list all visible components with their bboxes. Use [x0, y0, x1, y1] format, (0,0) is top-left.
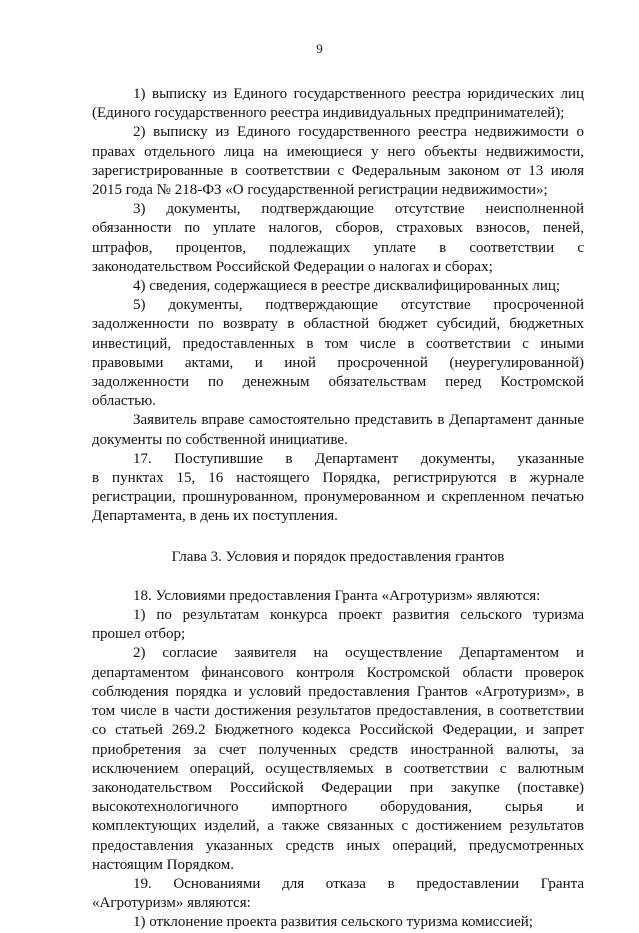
- paragraph: [92, 913, 584, 932]
- text-line: 2) выписку из Единого государственного реестра недвижимости о: [133, 124, 584, 141]
- paragraph: [92, 606, 584, 644]
- text-line: 5) документы, подтверждающие отсутствие просроченной: [133, 297, 584, 314]
- text-line: штрафов, процентов, подлежащих уплате в соответствии с: [92, 239, 584, 256]
- text-line: обязанности по уплате налогов, сборов, страховых взносов, пеней,: [92, 220, 584, 237]
- page-number: 9: [316, 41, 323, 56]
- text-line: высокотехнологичного импортного оборудования, сырья и: [92, 799, 584, 816]
- text-line: областью.: [92, 393, 156, 410]
- text-line: документы по собственной инициативе.: [92, 431, 348, 448]
- text-line: Заявитель вправе самостоятельно представить в Департамент данные: [133, 412, 584, 429]
- text-line: департаментом финансового контроля Костромской области проверок: [92, 664, 584, 681]
- text-line: 1) выписку из Единого государственного реестра юридических лиц: [133, 86, 584, 102]
- text-line: законодательством Российской Федерации о налогах и сборах;: [92, 258, 493, 275]
- text-line: 2015 года № 218-ФЗ «О государственной регистрации недвижимости»;: [92, 182, 548, 199]
- text-line: том числе в части достижения результатов предоставления, в соответствии: [92, 703, 584, 720]
- paragraphs-after-heading: [92, 587, 584, 933]
- text-line: со статьей 269.2 Бюджетного кодекса Российской Федерации, и запрет: [92, 722, 584, 739]
- text-line: предоставления указанных средств иных операций, предусмотренных: [92, 837, 584, 854]
- paragraph: [92, 587, 584, 606]
- text-line: Департамента, в день их поступления.: [92, 508, 338, 525]
- paragraph: [92, 411, 584, 449]
- paragraph: [92, 296, 584, 411]
- paragraph: [92, 123, 584, 200]
- text-line: 1) по результатам конкурса проект развития сельского туризма: [133, 607, 584, 624]
- text-line: регистрации, прошнурованном, пронумерованном и скрепленном печатью: [92, 489, 584, 506]
- text-line: задолженности по денежным обязательствам перед Костромской: [92, 374, 584, 391]
- text-line: исключением операций, осуществляемых в соответствии с валютным: [92, 760, 584, 777]
- paragraph: [92, 200, 584, 277]
- text-line: 18. Условиями предоставления Гранта «Агротуризм» являются:: [133, 587, 541, 604]
- paragraph: [92, 277, 584, 296]
- text-line: 19. Основаниями для отказа в предоставлении Гранта: [133, 875, 584, 892]
- text-line: 1) отклонение проекта развития сельского туризма комиссией;: [133, 914, 533, 931]
- text-line: 2) согласие заявителя на осуществление Департаментом и: [133, 645, 584, 662]
- text-line: 17. Поступившие в Департамент документы, указанные: [133, 450, 584, 467]
- text-line: зарегистрированные в соответствии с Федеральным законом от 13 июля: [92, 162, 584, 179]
- text-line: задолженности по возврату в областной бюджет субсидий, бюджетных: [92, 316, 584, 333]
- text-line: инвестиций, предоставленных в том числе в соответствии с иными: [92, 335, 584, 352]
- document-body: [92, 85, 584, 933]
- text-line: правах отдельного лица на имеющиеся у него объекты недвижимости,: [92, 143, 584, 160]
- text-line: 3) документы, подтверждающие отсутствие неисполненной: [133, 201, 584, 218]
- text-line: 4) сведения, содержащиеся в реестре дисквалифицированных лиц;: [133, 278, 561, 295]
- text-line: настоящим Порядком.: [92, 856, 234, 873]
- chapter-heading: Глава 3. Условия и порядок предоставления грантов: [171, 548, 505, 565]
- paragraph: [92, 450, 584, 527]
- text-line: законодательством Российской Федерации при закупке (поставке): [92, 779, 584, 796]
- text-line: комплектующих изделий, а также связанных с достижением результатов: [92, 818, 584, 835]
- text-line: прошел отбор;: [92, 626, 186, 643]
- text-line: соблюдения порядка и условий предоставления Грантов «Агротуризм», в: [92, 683, 584, 700]
- paragraph: [92, 85, 584, 123]
- paragraph: [92, 644, 584, 874]
- text-line: в пунктах 15, 16 настоящего Порядка, регистрируются в журнале: [92, 470, 584, 487]
- paragraph: [92, 875, 584, 913]
- text-line: «Агротуризм» являются:: [92, 895, 251, 912]
- paragraphs-before-heading: [92, 85, 584, 527]
- text-line: правовыми актами, и иной просроченной (неурегулированной): [92, 354, 584, 371]
- text-line: приобретения за счет полученных средств иностранной валюты, за: [92, 741, 584, 758]
- text-line: (Единого государственного реестра индивидуальных предпринимателей);: [92, 105, 565, 122]
